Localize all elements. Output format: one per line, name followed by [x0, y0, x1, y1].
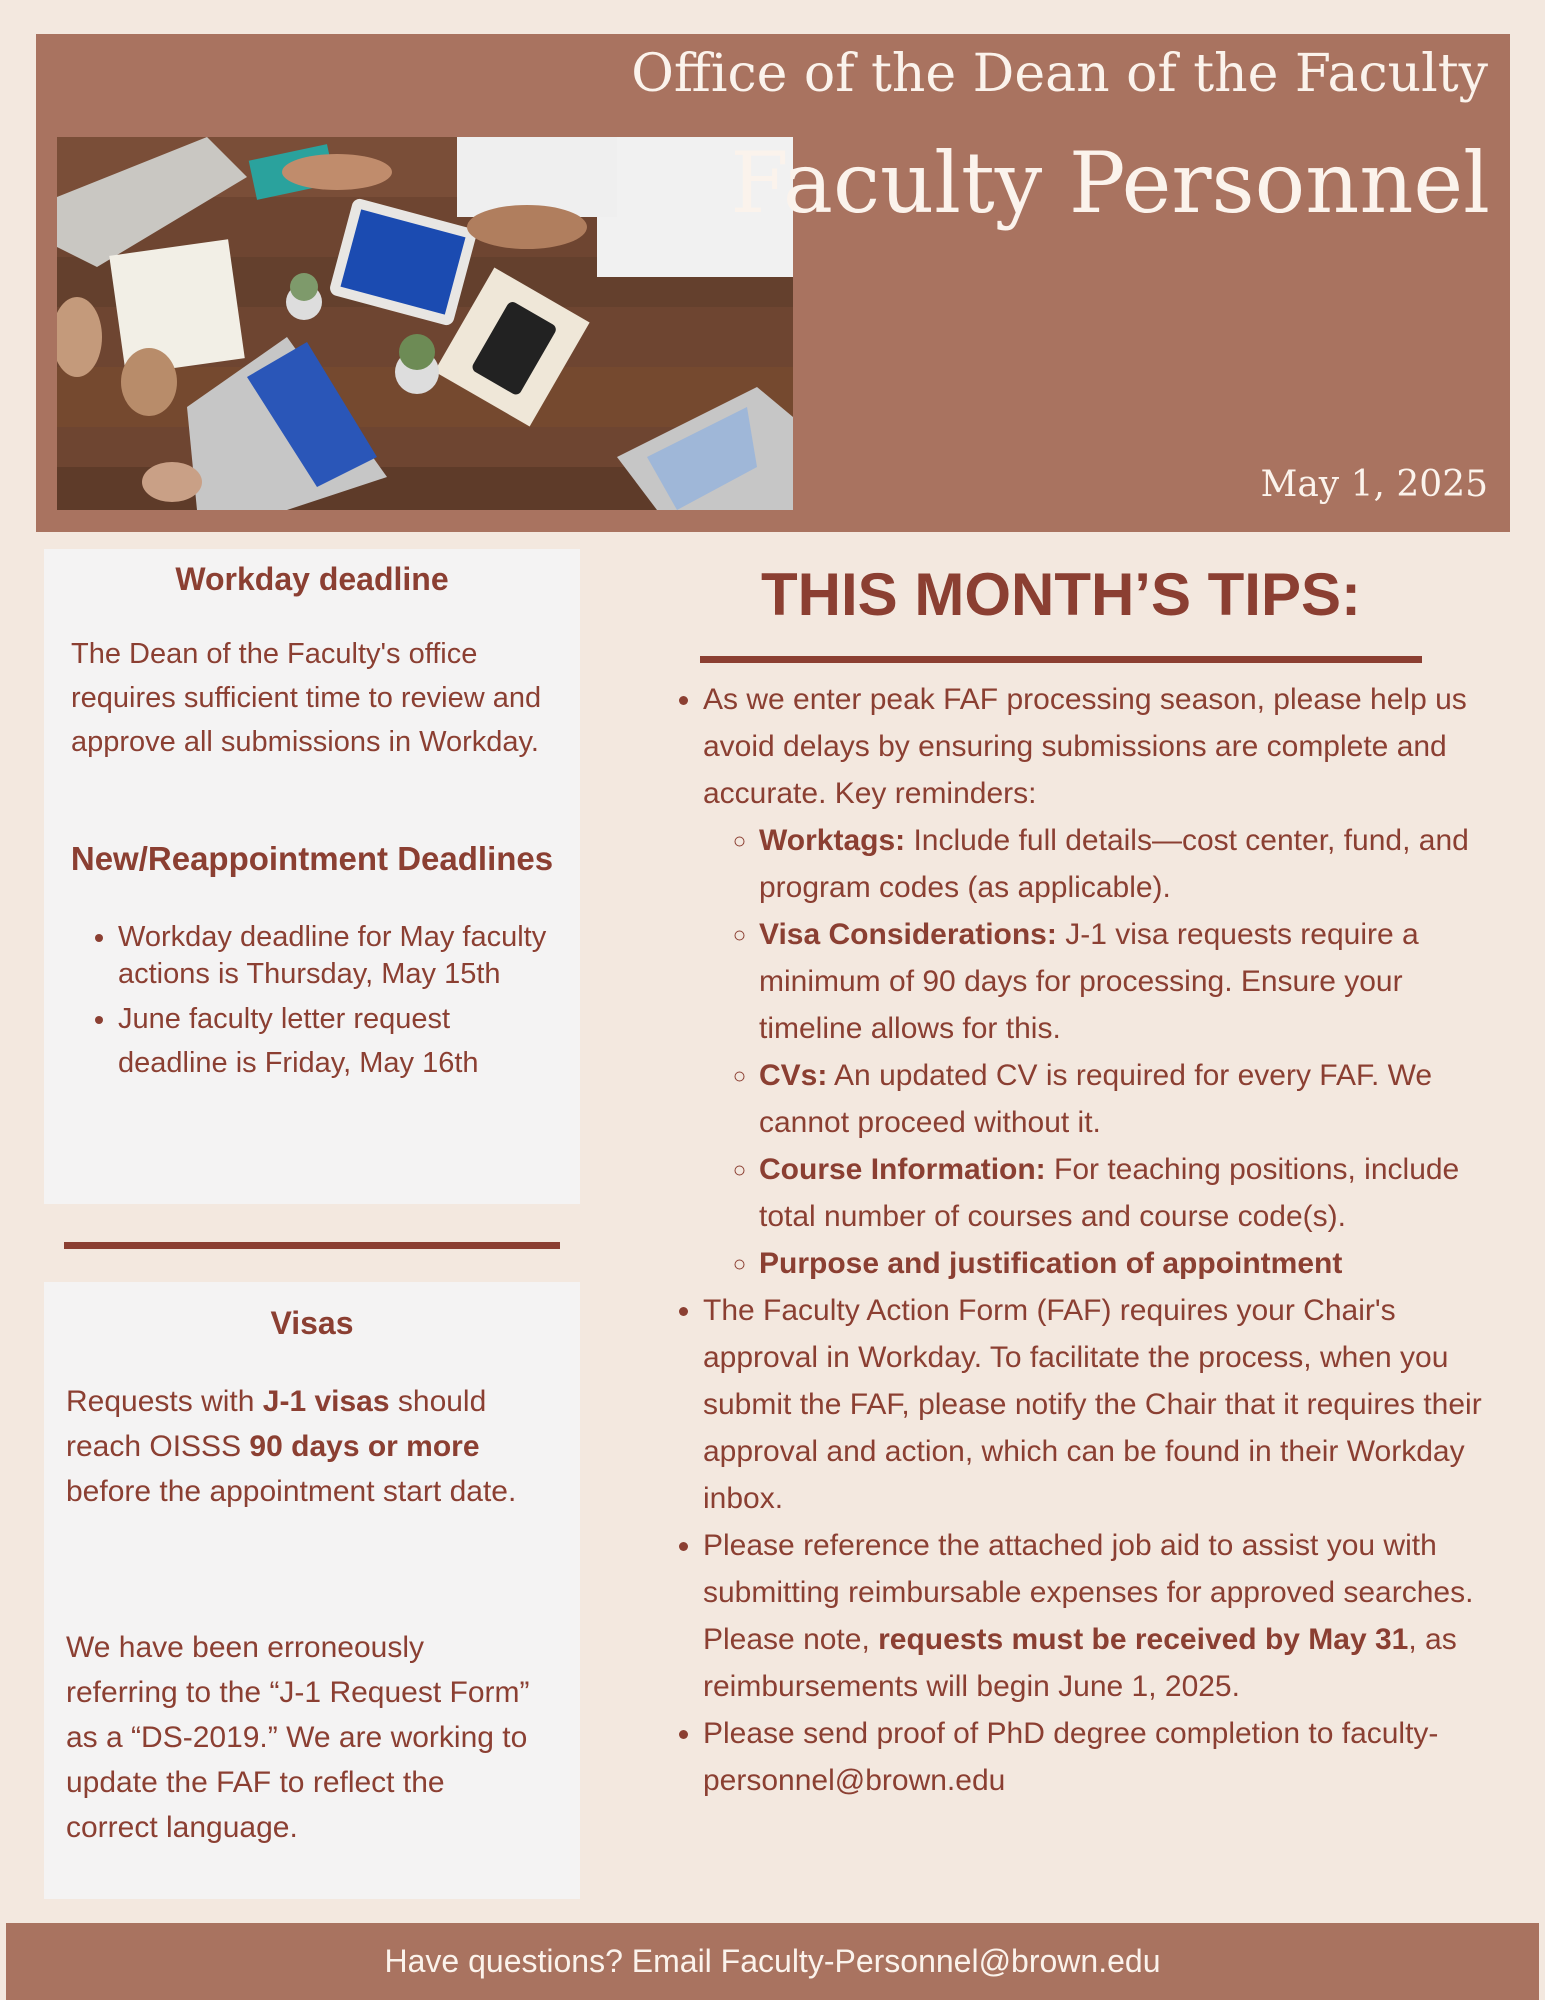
footer-contact: Have questions? Email Faculty-Personnel@brown.edu: [6, 1923, 1539, 2000]
workday-heading: Workday deadline: [175, 561, 449, 597]
reminders-list: [703, 817, 1513, 1287]
tips-divider: [700, 656, 1422, 663]
list-item: • Please reference the attached job aid to assist you with submitting reimbursable expenses for approved searches. Please note, requests must be received by May 31, as reimbursements will begin June 1, 2025.: [703, 1522, 1513, 1710]
list-item: • Workday deadline for May faculty actions is Thursday, May 15th: [118, 919, 550, 993]
visas-panel: [44, 1282, 580, 1899]
workday-deadline-panel: [44, 549, 580, 1204]
visas-heading: Visas: [270, 1305, 354, 1341]
list-item: ◦ CVs: An updated CV is required for every FAF. We cannot proceed without it.: [759, 1052, 1513, 1146]
meeting-photo: [57, 137, 793, 510]
list-item: ◦ Purpose and justification of appointment: [759, 1240, 1513, 1287]
tips-title: THIS MONTH’S TIPS:: [761, 561, 1361, 628]
page-title: Faculty Personnel: [730, 134, 1490, 232]
office-name: Office of the Dean of the Faculty: [631, 44, 1488, 104]
visas-paragraph-1: Requests with J-1 visas should reach OISSS 90 days or more before the appointment start date.: [66, 1385, 517, 1508]
list-item: • Please send proof of PhD degree completion to faculty-personnel@brown.edu: [703, 1710, 1513, 1804]
list-item: • June faculty letter request deadline is Friday, May 16th: [118, 997, 550, 1085]
list-item: ◦ Visa Considerations: J-1 visa requests require a minimum of 90 days for processing. Ensure your timeline allows for this.: [759, 911, 1513, 1052]
list-item: ◦ Worktags: Include full details—cost center, fund, and program codes (as applicable).: [759, 817, 1513, 911]
list-item: • As we enter peak FAF processing season, please help us avoid delays by ensuring submissions are complete and accurate. Key reminders: ◦ Worktags: Include full details—cost center, fund, and program codes (as applicable). ◦ Visa Considerations: J-1 visa requests require a minimum of 90 days for processing. Ensure your timeline allows for this. ◦ CVs: An updated CV is required for every FAF. We cannot proceed without it. ◦ Course Information: For teaching positions, include total number of courses and course code(s). ◦ Purpose and justification of appointment: [703, 676, 1513, 1287]
section-divider: [64, 1242, 560, 1249]
deadlines-subheading: New/Reappointment Deadlines: [70, 840, 554, 877]
workday-intro: The Dean of the Faculty's office requires sufficient time to review and approve all submissions in Workday.: [71, 638, 542, 758]
list-item: • The Faculty Action Form (FAF) requires your Chair's approval in Workday. To facilitate the process, when you submit the FAF, please notify the Chair that it requires their approval and action, which can be found in their Workday inbox.: [703, 1287, 1513, 1522]
header-banner: [36, 34, 1510, 532]
tips-list: [670, 676, 1513, 1804]
visas-paragraph-2: We have been erroneously referring to the “J-1 Request Form” as a “DS-2019.” We are working to update the FAF to reflect the correct language.: [66, 1631, 530, 1844]
deadlines-list: [74, 919, 550, 1089]
list-item: ◦ Course Information: For teaching positions, include total number of courses and course code(s).: [759, 1146, 1513, 1240]
issue-date: May 1, 2025: [1260, 464, 1488, 505]
